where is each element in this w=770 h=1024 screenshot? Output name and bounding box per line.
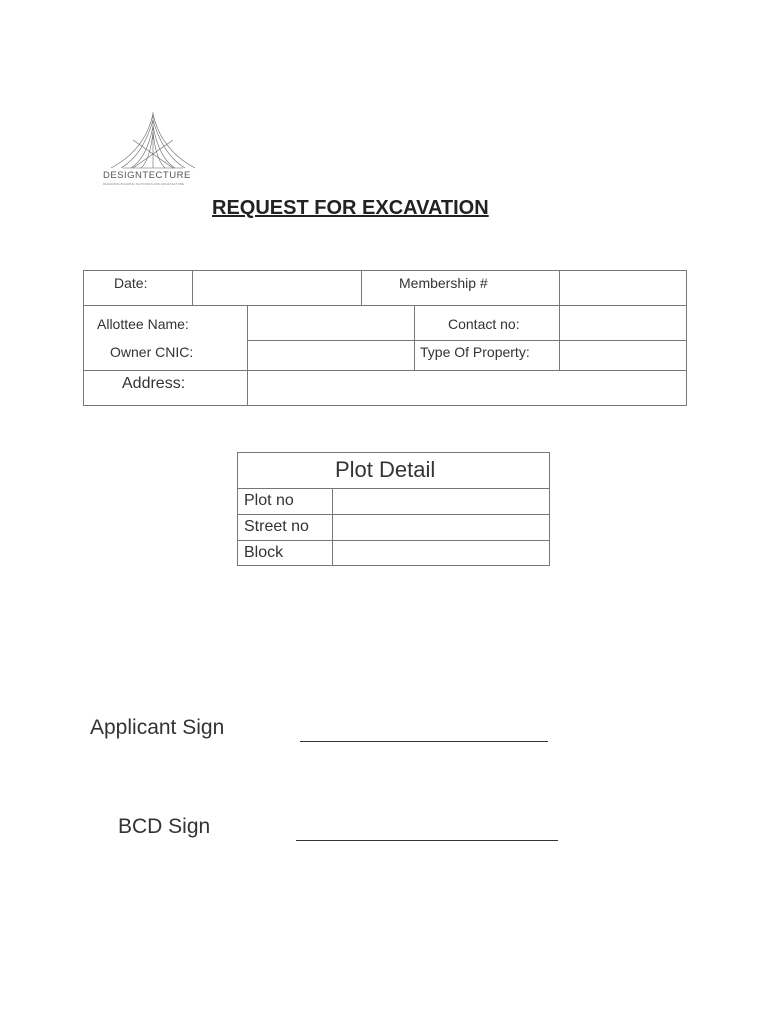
owner-cnic-field[interactable] — [248, 341, 414, 370]
applicant-sign-label: Applicant Sign — [90, 716, 225, 739]
plot-no-label: Plot no — [244, 492, 294, 509]
applicant-sign-line[interactable] — [300, 741, 548, 742]
allottee-name-field[interactable] — [248, 306, 414, 340]
block-field[interactable] — [333, 541, 549, 565]
street-no-field[interactable] — [333, 515, 549, 540]
address-label: Address: — [122, 375, 186, 392]
address-field[interactable] — [248, 371, 686, 405]
contact-label: Contact no: — [448, 316, 520, 332]
membership-field[interactable] — [560, 271, 686, 305]
logo-name: DESIGNTECTURE — [103, 170, 191, 181]
tent-structure-icon — [103, 110, 203, 170]
bcd-sign-label: BCD Sign — [118, 815, 211, 838]
date-label: Date: — [114, 275, 148, 291]
plot-detail-title: Plot Detail — [335, 457, 436, 482]
company-logo — [103, 110, 203, 190]
contact-field[interactable] — [560, 306, 686, 340]
logo-tagline: DESIGNING BUILDING TECTONICS AND ARCHITECTURE — [103, 182, 185, 186]
street-no-label: Street no — [244, 518, 309, 535]
plot-no-field[interactable] — [333, 489, 549, 514]
property-type-label: Type Of Property: — [420, 344, 530, 360]
divider — [361, 270, 362, 306]
allottee-name-label: Allottee Name: — [97, 316, 189, 332]
bcd-sign-line[interactable] — [296, 840, 558, 841]
owner-cnic-label: Owner CNIC: — [110, 344, 194, 360]
property-type-field[interactable] — [560, 341, 686, 370]
block-label: Block — [244, 544, 284, 561]
date-field[interactable] — [193, 271, 361, 305]
membership-label: Membership # — [399, 275, 488, 291]
divider — [414, 305, 415, 370]
page-title: REQUEST FOR EXCAVATION — [212, 197, 489, 219]
